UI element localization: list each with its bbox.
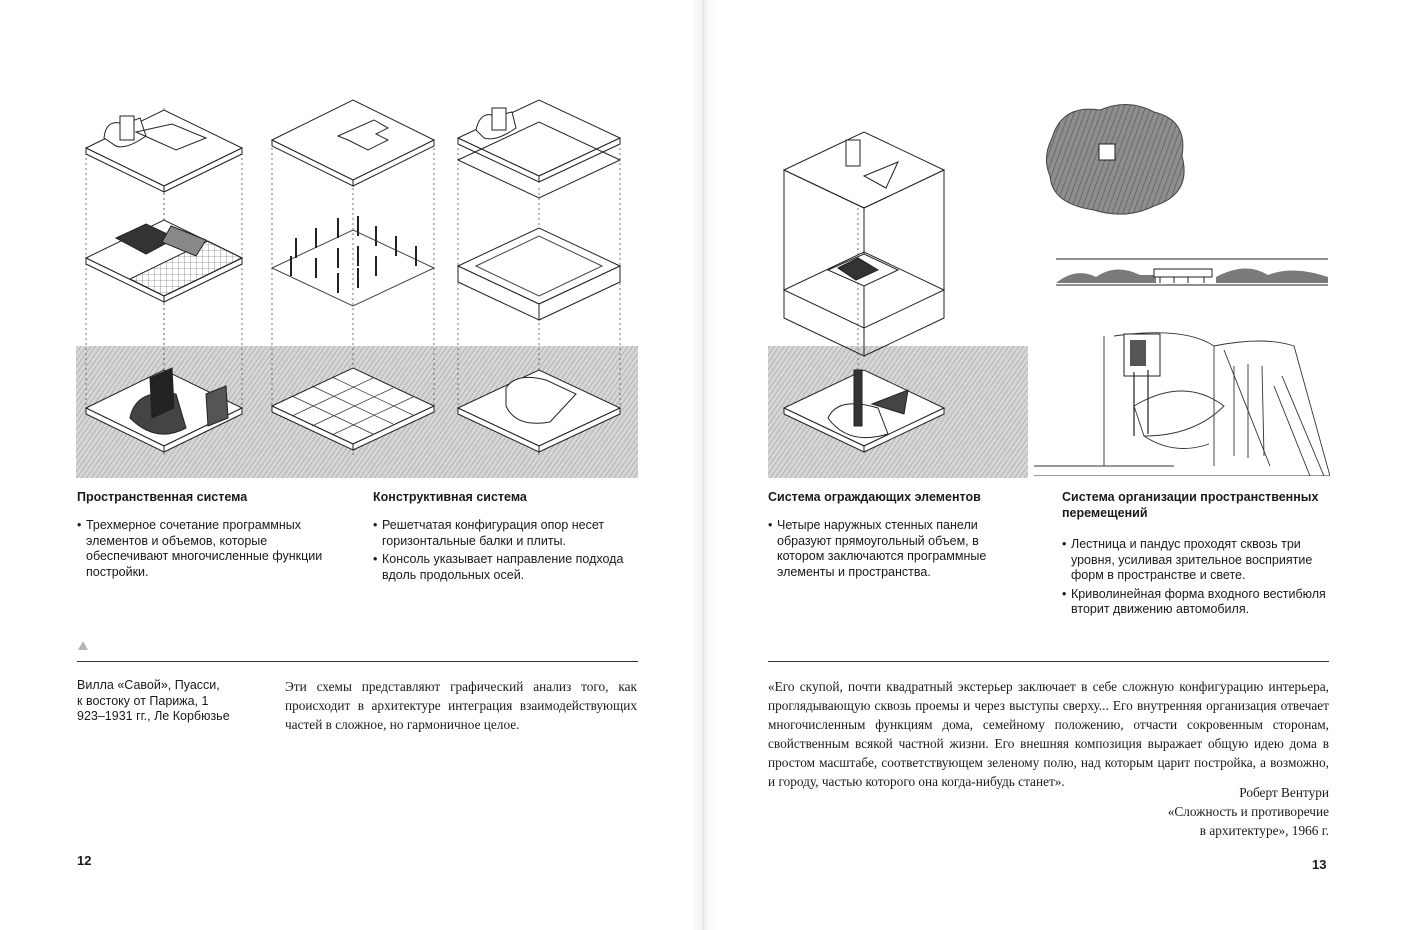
axonometric-illustration-circulation — [768, 118, 1028, 478]
stack-enclosure — [458, 100, 620, 458]
body-text: Эти схемы представляют графический анализ того, как происходит в архитектуре интеграция взаимодействующих частей в сложное, но гармоничное целое. — [285, 679, 637, 732]
page-number: 13 — [1312, 857, 1327, 872]
page-number: 12 — [77, 853, 92, 868]
list-item: • Трехмерное сочетание программных элементов и объемов, которые обеспечивают многочисленные функции постройки. — [77, 518, 347, 580]
list-item: • Лестница и пандус проходят сквозь три уровня, усиливая зрительное восприятие форм в пространстве и свете. — [1062, 537, 1332, 584]
divider — [768, 661, 1329, 662]
list-item: • Четыре наружных стенных панели образуют прямоугольный объем, в котором заключаются программные элементы и пространства. — [768, 518, 1018, 580]
axonometric-illustration-left — [76, 88, 638, 478]
bullet-list — [768, 518, 1018, 583]
attribution-work: «Сложность и противоречие — [1167, 804, 1329, 819]
divider — [77, 661, 638, 662]
quote-attribution — [1032, 783, 1329, 840]
column-heading-structural-system: Конструктивная система — [373, 490, 527, 504]
triangle-marker-icon — [78, 641, 88, 650]
quote-text: «Его скупой, почти квадратный экстерьер заключает в себе сложную конфигурацию интерьера, проглядывающую сквозь проемы и через выступы сверху... Его внутренняя организация отвечает многочисленным функциям дома, семейному положению, отчасти сокровенным сторонам, свойственным всякой частной жизни. Его внешняя композиция выражает общую идею дома в простом масштабе, соответствующем зеленому полю, над которым царит постройка, а возможно, и городу, частью которого она когда-нибудь станет». — [768, 679, 1329, 789]
list-item: • Криволинейная форма входного вестибюля вторит движению автомобиля. — [1062, 587, 1332, 618]
bullet-list — [77, 518, 347, 583]
column-heading-enclosure-system: Система ограждающих элементов — [768, 490, 981, 504]
stack-spatial — [86, 108, 242, 458]
site-plan-sketch — [1042, 98, 1192, 220]
bullet-list — [1062, 537, 1332, 621]
column-heading-circulation-system: Система организации пространственных перемещений — [1062, 490, 1319, 520]
elevation-sketch — [1056, 255, 1328, 289]
list-item: • Решетчатая конфигурация опор несет горизонтальные балки и плиты. — [373, 518, 635, 549]
right-page — [702, 0, 1405, 930]
figure-caption: Вилла «Савой», Пуасси, к востоку от Парижа, 1 923–1931 гг., Ле Корбюзье — [77, 678, 230, 723]
interior-perspective-sketch — [1034, 326, 1330, 476]
left-page — [0, 0, 702, 930]
list-item: • Консоль указывает направление подхода вдоль продольных осей. — [373, 552, 635, 583]
attribution-author: Роберт Вентури — [1239, 785, 1329, 800]
attribution-work-year: в архитектуре», 1966 г. — [1199, 823, 1329, 838]
column-heading-spatial-system: Пространственная система — [77, 490, 248, 504]
stack-structural — [272, 100, 434, 458]
bullet-list — [373, 518, 635, 586]
